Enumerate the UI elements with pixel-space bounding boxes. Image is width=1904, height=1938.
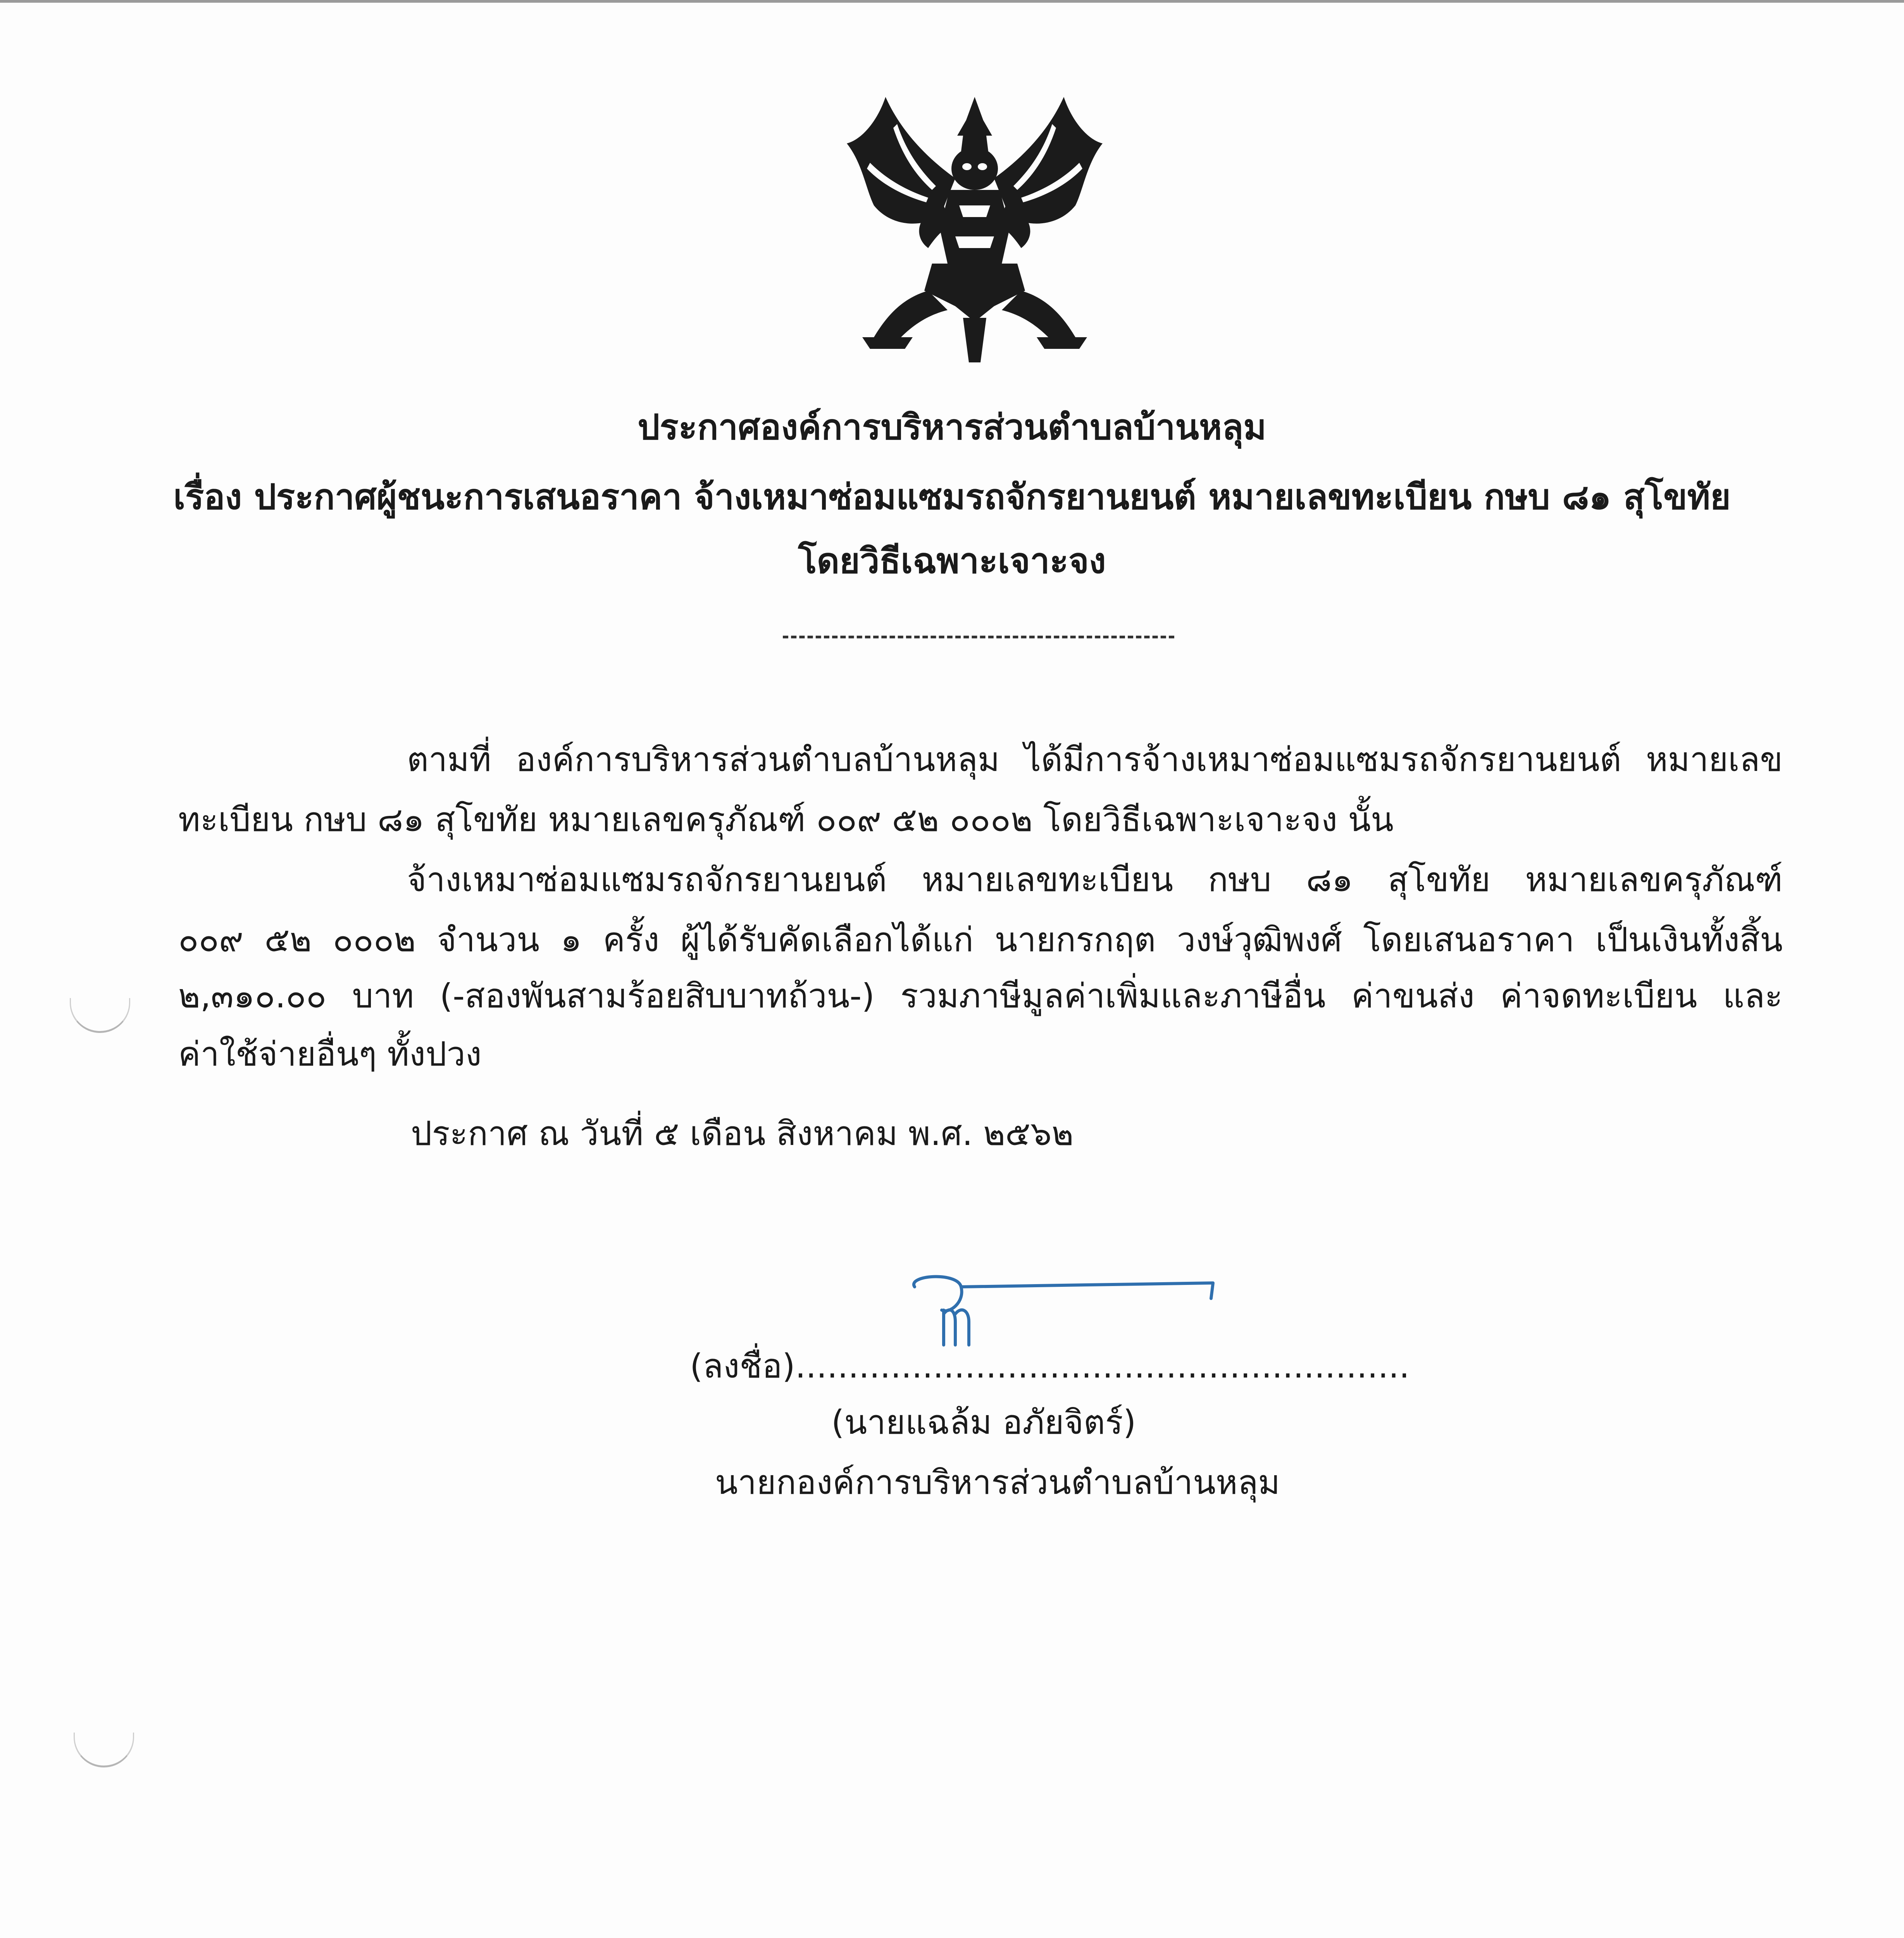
paragraph-2-line-3: ๒,๓๑๐.๐๐ บาท (-สองพันสามร้อยสิบบาทถ้วน-) รวมภาษีมูลค่าเพิ่มและภาษีอื่น ค่าขนส่ง ค่าจดทะเบียน และ [178, 977, 1783, 1016]
paragraph-1-line-1: ตามที่ องค์การบริหารส่วนตำบลบ้านหลุม ได้มีการจ้างเหมาซ่อมแซมรถจักรยานยนต์ หมายเลข [407, 740, 1783, 779]
page-title: ประกาศองค์การบริหารส่วนตำบลบ้านหลุม [638, 407, 1266, 448]
signature-line: (ลงชื่อ).......................................................... [690, 1347, 1410, 1386]
punch-hole-top [70, 998, 130, 1033]
paragraph-2-line-1: จ้างเหมาซ่อมแซมรถจักรยานยนต์ หมายเลขทะเบียน กษบ ๘๑ สุโขทัย หมายเลขครุภัณฑ์ [407, 860, 1783, 899]
scan-top-edge [0, 0, 1904, 3]
garuda-emblem-icon [839, 89, 1110, 368]
punch-hole-bottom [74, 1733, 134, 1767]
signer-position: นายกองค์การบริหารส่วนตำบลบ้านหลุม [715, 1463, 1280, 1502]
subject-line: เรื่อง ประกาศผู้ชนะการเสนอราคา จ้างเหมาซ่อมแซมรถจักรยานยนต์ หมายเลขทะเบียน กษบ ๘๑ สุโขทัย [173, 477, 1731, 517]
header-divider [783, 636, 1174, 638]
paragraph-1-line-2: ทะเบียน กษบ ๘๑ สุโขทัย หมายเลขครุภัณฑ์ ๐๐๙ ๕๒ ๐๐๐๒ โดยวิธีเฉพาะเจาะจง นั้น [178, 800, 1394, 839]
signer-name: (นายแฉล้ม อภัยจิตร์) [831, 1403, 1136, 1442]
paragraph-2-line-4: ค่าใช้จ่ายอื่นๆ ทั้งปวง [178, 1035, 482, 1074]
announcement-date: ประกาศ ณ วันที่ ๕ เดือน สิงหาคม พ.ศ. ๒๕๖๒ [411, 1114, 1074, 1153]
paragraph-2-line-2: ๐๐๙ ๕๒ ๐๐๐๒ จำนวน ๑ ครั้ง ผู้ได้รับคัดเลือกได้แก่ นายกรกฤต วงษ์วุฒิพงศ์ โดยเสนอราคา เป็นเงินทั้งสิ้น [178, 921, 1783, 959]
method-line: โดยวิธีเฉพาะเจาะจง [798, 541, 1106, 581]
